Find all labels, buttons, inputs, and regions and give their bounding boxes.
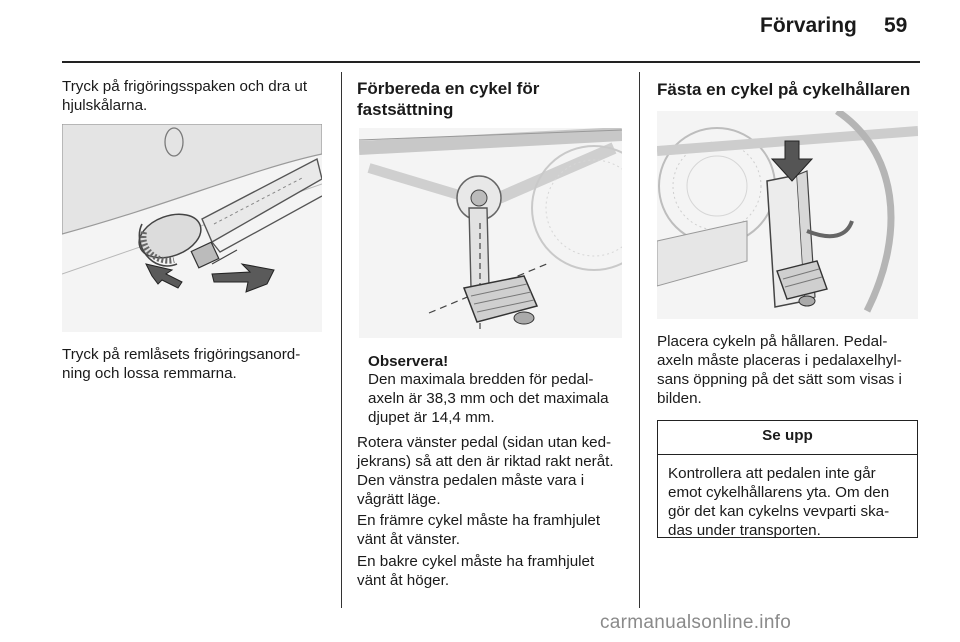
illustration-bike-on-carrier	[657, 111, 918, 319]
col1-paragraph-1: Tryck på frigöringsspaken och dra ut hjulskålarna.	[62, 78, 308, 114]
col3-paragraph-1: Placera cykeln på hållaren. Pedal-axeln måste placeras i pedalaxelhyl-sans öppning på det sätt som visas i bilden.	[657, 333, 902, 407]
caution-title: Se upp	[658, 421, 917, 455]
page-number: 59	[884, 14, 908, 37]
running-header-title: Förvaring	[760, 14, 857, 37]
col2-paragraph-3: En bakre cykel måste ha framhjulet vänt åt höger.	[357, 553, 595, 589]
col2-heading: Förbereda en cykel för fastsättning	[357, 79, 540, 119]
watermark: carmanualsonline.info	[600, 612, 792, 633]
header-rule	[62, 61, 920, 63]
illustration-wheel-tray-release	[62, 124, 322, 332]
col3-heading: Fästa en cykel på cykelhållaren	[657, 80, 911, 99]
note-body: Den maximala bredden för pedal-axeln är 38,3 mm och det maximala djupet är 14,4 mm.	[368, 371, 609, 426]
column-divider-left	[341, 72, 342, 608]
note-title: Observera!	[368, 353, 449, 370]
col2-paragraph-1: Rotera vänster pedal (sidan utan ked-jekrans) så att den är riktad rakt neråt. Den vänstra pedalen måste vara i vågrätt läge.	[357, 434, 614, 508]
col2-paragraph-2: En främre cykel måste ha framhjulet vänt åt vänster.	[357, 512, 601, 548]
col1-paragraph-2: Tryck på remlåsets frigöringsanord-ning och lossa remmarna.	[62, 346, 301, 382]
caution-body: Kontrollera att pedalen inte går emot cykelhållarens yta. Om den gör det kan cykelns vevparti ska-das under transporten.	[668, 465, 890, 539]
column-divider-right	[639, 72, 640, 608]
caution-box	[657, 420, 918, 538]
illustration-pedal-rotation	[359, 128, 622, 338]
